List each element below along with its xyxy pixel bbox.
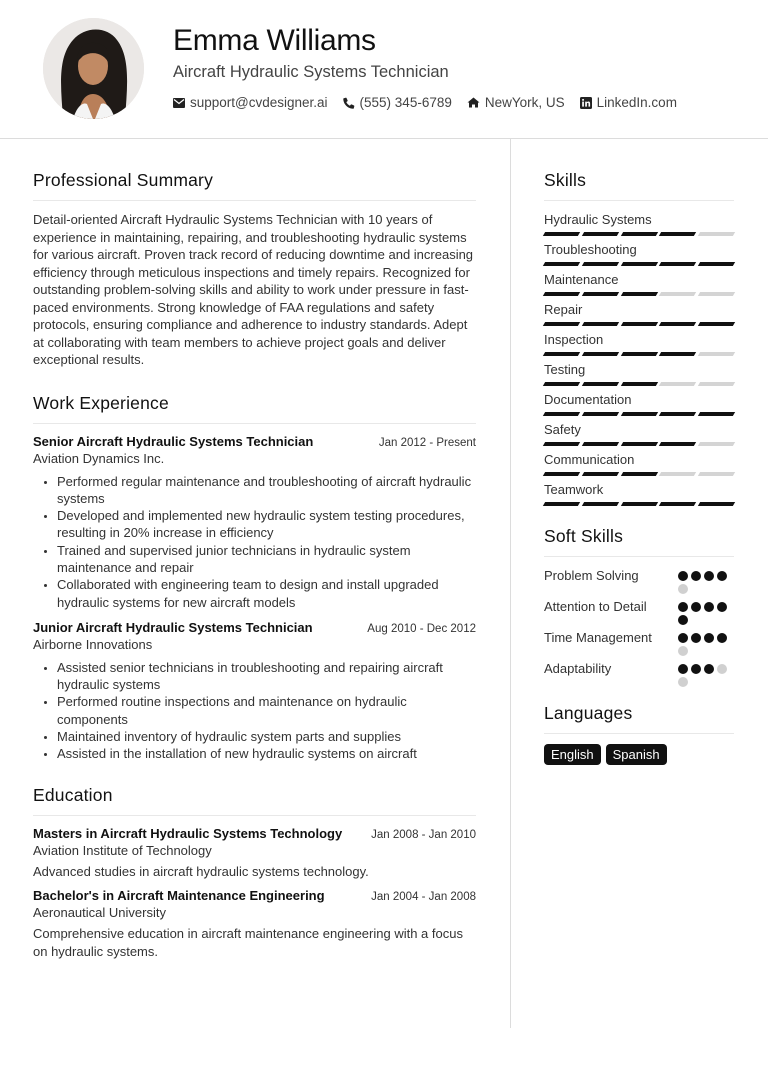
skill-level-segment: [582, 382, 619, 386]
skill-level-bar: [544, 232, 734, 236]
skill-level-segment: [698, 472, 735, 476]
soft-skill-name: Problem Solving: [544, 568, 639, 583]
skill-name: Safety: [544, 422, 581, 437]
soft-skill-name: Time Management: [544, 630, 652, 645]
skill-name: Hydraulic Systems: [544, 212, 652, 227]
skill-level-segment: [620, 502, 657, 506]
job-bullet: • Assisted senior technicians in troubleshooting and repairing aircraft hydraulic systems: [57, 659, 476, 694]
soft-skill-rating: [678, 598, 734, 625]
school-name: Aeronautical University: [33, 905, 166, 921]
soft-skill-item: [544, 660, 734, 687]
skill-level-segment: [620, 472, 657, 476]
soft-skill-name: Adaptability: [544, 661, 612, 676]
skill-level-segment: [582, 322, 619, 326]
summary-heading: Professional Summary: [33, 170, 476, 201]
skills-heading: Skills: [544, 170, 734, 201]
skill-level-segment: [543, 352, 580, 356]
rating-dot: [691, 664, 701, 674]
skill-level-segment: [582, 262, 619, 266]
languages-list: [544, 744, 734, 765]
rating-dot: [717, 602, 727, 612]
rating-dot: [704, 664, 714, 674]
skill-level-segment: [659, 292, 696, 296]
resume-header: [0, 0, 768, 139]
skill-level-segment: [543, 502, 580, 506]
language-tag: Spanish: [606, 744, 667, 765]
rating-dot: [691, 633, 701, 643]
job-entry: [33, 434, 476, 611]
skill-level-bar: [544, 382, 734, 386]
candidate-title: Aircraft Hydraulic Systems Technician: [173, 63, 449, 81]
education-description: Comprehensive education in aircraft maintenance engineering with a focus on hydraulic systems.: [33, 926, 463, 959]
education-description: Advanced studies in aircraft hydraulic systems technology.: [33, 863, 369, 879]
skill-level-segment: [543, 382, 580, 386]
skill-level-bar: [544, 292, 734, 296]
candidate-name: Emma Williams: [173, 24, 376, 57]
skill-level-segment: [620, 382, 657, 386]
skill-level-bar: [544, 472, 734, 476]
skill-level-segment: [659, 322, 696, 326]
skill-level-segment: [698, 322, 735, 326]
skill-level-segment: [582, 412, 619, 416]
skill-level-segment: [698, 292, 735, 296]
contact-location: [467, 95, 565, 110]
skill-level-segment: [698, 382, 735, 386]
skill-level-segment: [659, 262, 696, 266]
rating-dot: [717, 664, 727, 674]
degree-title: Bachelor's in Aircraft Maintenance Engineering: [33, 888, 325, 904]
job-dates: Jan 2012 - Present: [378, 436, 476, 449]
skill-item: [544, 451, 734, 476]
skill-level-segment: [698, 412, 735, 416]
rating-dot: [678, 602, 688, 612]
skill-name: Maintenance: [544, 272, 619, 287]
skill-level-segment: [543, 472, 580, 476]
profile-photo: [43, 18, 144, 119]
skill-level-segment: [543, 412, 580, 416]
skill-level-segment: [582, 502, 619, 506]
education-entry: [33, 826, 476, 881]
job-bullet: • Trained and supervised junior technicians in hydraulic system maintenance and repair: [57, 542, 476, 577]
skill-level-segment: [698, 262, 735, 266]
job-bullet: • Maintained inventory of hydraulic system parts and supplies: [57, 728, 476, 745]
column-divider: [510, 139, 511, 1028]
rating-dot: [704, 602, 714, 612]
skill-level-segment: [659, 472, 696, 476]
rating-dot: [678, 584, 688, 594]
envelope-icon: [173, 98, 185, 108]
education-dates: Jan 2004 - Jan 2008: [371, 891, 476, 904]
skill-item: [544, 391, 734, 416]
skill-item: [544, 301, 734, 326]
soft-skills-section: [544, 526, 734, 687]
job-bullets: [33, 659, 476, 763]
languages-section: [544, 703, 734, 765]
skill-name: Troubleshooting: [544, 242, 637, 257]
skill-name: Communication: [544, 452, 635, 467]
rating-dot: [678, 677, 688, 687]
rating-dot: [678, 664, 688, 674]
job-bullet: • Collaborated with engineering team to design and install upgraded hydraulic systems for new aircraft models: [57, 576, 476, 611]
soft-skill-rating: [678, 660, 734, 687]
skill-level-segment: [659, 352, 696, 356]
skill-level-segment: [659, 442, 696, 446]
skill-level-bar: [544, 442, 734, 446]
education-heading: Education: [33, 785, 476, 816]
education-section: [33, 785, 476, 961]
skill-level-segment: [620, 412, 657, 416]
skill-item: [544, 211, 734, 236]
skill-level-segment: [582, 232, 619, 236]
job-bullet: • Developed and implemented new hydraulic system testing procedures, resulting in 20% increase in efficiency: [57, 507, 476, 542]
job-bullet: • Assisted in the installation of new hydraulic systems on aircraft: [57, 745, 476, 762]
skill-name: Teamwork: [544, 482, 604, 497]
job-bullets: [33, 473, 476, 611]
skill-level-segment: [659, 502, 696, 506]
contact-linkedin-text: LinkedIn.com: [596, 95, 677, 110]
skill-item: [544, 361, 734, 386]
languages-heading: Languages: [544, 703, 734, 734]
summary-text: Detail-oriented Aircraft Hydraulic Systems Technician with 10 years of experience in maintaining, repairing, and troubleshooting hydraulic systems for various aircraft. Proven track record of reducing downtime and increasing efficiency through meticulous inspections and timely repairs. Recognized for outstanding problem-solving skills and ability to work under pressure in fast-paced environments. Strong knowledge of FAA regulations and safety protocols, ensuring compliance and adherence to industry standards. Adept at collaborating with team members to achieve project goals and deliver exceptional results.: [33, 212, 474, 367]
skill-item: [544, 421, 734, 446]
skill-level-segment: [543, 322, 580, 326]
skill-level-bar: [544, 412, 734, 416]
skill-level-bar: [544, 322, 734, 326]
soft-skill-rating: [678, 629, 734, 656]
experience-heading: Work Experience: [33, 393, 476, 424]
phone-icon: [343, 97, 355, 109]
rating-dot: [678, 633, 688, 643]
skill-level-segment: [620, 292, 657, 296]
job-title: Junior Aircraft Hydraulic Systems Technician: [33, 619, 313, 635]
soft-skill-name: Attention to Detail: [544, 599, 647, 614]
skill-level-segment: [582, 352, 619, 356]
education-entry: [33, 888, 476, 960]
skill-level-segment: [659, 412, 696, 416]
job-company: Airborne Innovations: [33, 636, 153, 652]
education-dates: Jan 2008 - Jan 2010: [371, 828, 476, 841]
job-dates: Aug 2010 - Dec 2012: [367, 622, 476, 635]
job-entry: [33, 620, 476, 763]
skill-level-bar: [544, 502, 734, 506]
skill-level-segment: [582, 442, 619, 446]
skill-level-segment: [582, 472, 619, 476]
skill-level-segment: [698, 502, 735, 506]
portrait-icon: [43, 18, 144, 119]
skill-level-segment: [620, 232, 657, 236]
skill-level-segment: [698, 232, 735, 236]
linkedin-icon: [580, 97, 592, 109]
school-name: Aviation Institute of Technology: [33, 842, 212, 858]
contact-linkedin[interactable]: [580, 95, 677, 110]
soft-skills-list: [544, 567, 734, 687]
skill-item: [544, 331, 734, 356]
skill-level-segment: [620, 262, 657, 266]
rating-dot: [717, 633, 727, 643]
contact-phone-text: (555) 345-6789: [359, 95, 452, 110]
contact-email-text: support@cvdesigner.ai: [190, 95, 328, 110]
soft-skill-rating: [678, 567, 734, 594]
skills-section: [544, 170, 734, 506]
skill-level-segment: [659, 382, 696, 386]
skill-level-segment: [543, 292, 580, 296]
soft-skill-item: [544, 567, 734, 594]
soft-skill-item: [544, 629, 734, 656]
rating-dot: [678, 646, 688, 656]
skill-level-segment: [543, 262, 580, 266]
skill-level-segment: [543, 442, 580, 446]
contact-email[interactable]: [173, 95, 328, 110]
skill-level-segment: [620, 322, 657, 326]
rating-dot: [691, 602, 701, 612]
job-company: Aviation Dynamics Inc.: [33, 450, 165, 466]
rating-dot: [704, 633, 714, 643]
skill-level-segment: [543, 232, 580, 236]
rating-dot: [678, 571, 688, 581]
contact-location-text: NewYork, US: [484, 95, 565, 110]
skill-level-segment: [620, 442, 657, 446]
job-title: Senior Aircraft Hydraulic Systems Technician: [33, 433, 314, 449]
home-icon: [467, 97, 480, 108]
skill-item: [544, 271, 734, 296]
contact-list: [173, 95, 692, 110]
skill-level-segment: [698, 442, 735, 446]
skill-item: [544, 481, 734, 506]
main-column: [33, 170, 476, 960]
skills-list: [544, 211, 734, 506]
soft-skills-heading: Soft Skills: [544, 526, 734, 557]
skill-name: Testing: [544, 362, 586, 377]
rating-dot: [704, 571, 714, 581]
skill-name: Repair: [544, 302, 583, 317]
skill-item: [544, 241, 734, 266]
rating-dot: [678, 615, 688, 625]
experience-section: [33, 393, 476, 763]
skill-level-segment: [698, 352, 735, 356]
soft-skill-item: [544, 598, 734, 625]
summary-section: [33, 170, 476, 369]
skill-level-segment: [659, 232, 696, 236]
contact-phone[interactable]: [343, 95, 452, 110]
language-tag: English: [544, 744, 601, 765]
rating-dot: [717, 571, 727, 581]
skill-level-segment: [582, 292, 619, 296]
skill-level-bar: [544, 262, 734, 266]
skill-level-segment: [620, 352, 657, 356]
sidebar-column: [544, 170, 734, 765]
skill-name: Inspection: [544, 332, 604, 347]
skill-level-bar: [544, 352, 734, 356]
degree-title: Masters in Aircraft Hydraulic Systems Technology: [33, 825, 343, 841]
job-bullet: • Performed regular maintenance and troubleshooting of aircraft hydraulic systems: [57, 473, 476, 508]
rating-dot: [691, 571, 701, 581]
skill-name: Documentation: [544, 392, 632, 407]
job-bullet: • Performed routine inspections and maintenance on hydraulic components: [57, 693, 476, 728]
